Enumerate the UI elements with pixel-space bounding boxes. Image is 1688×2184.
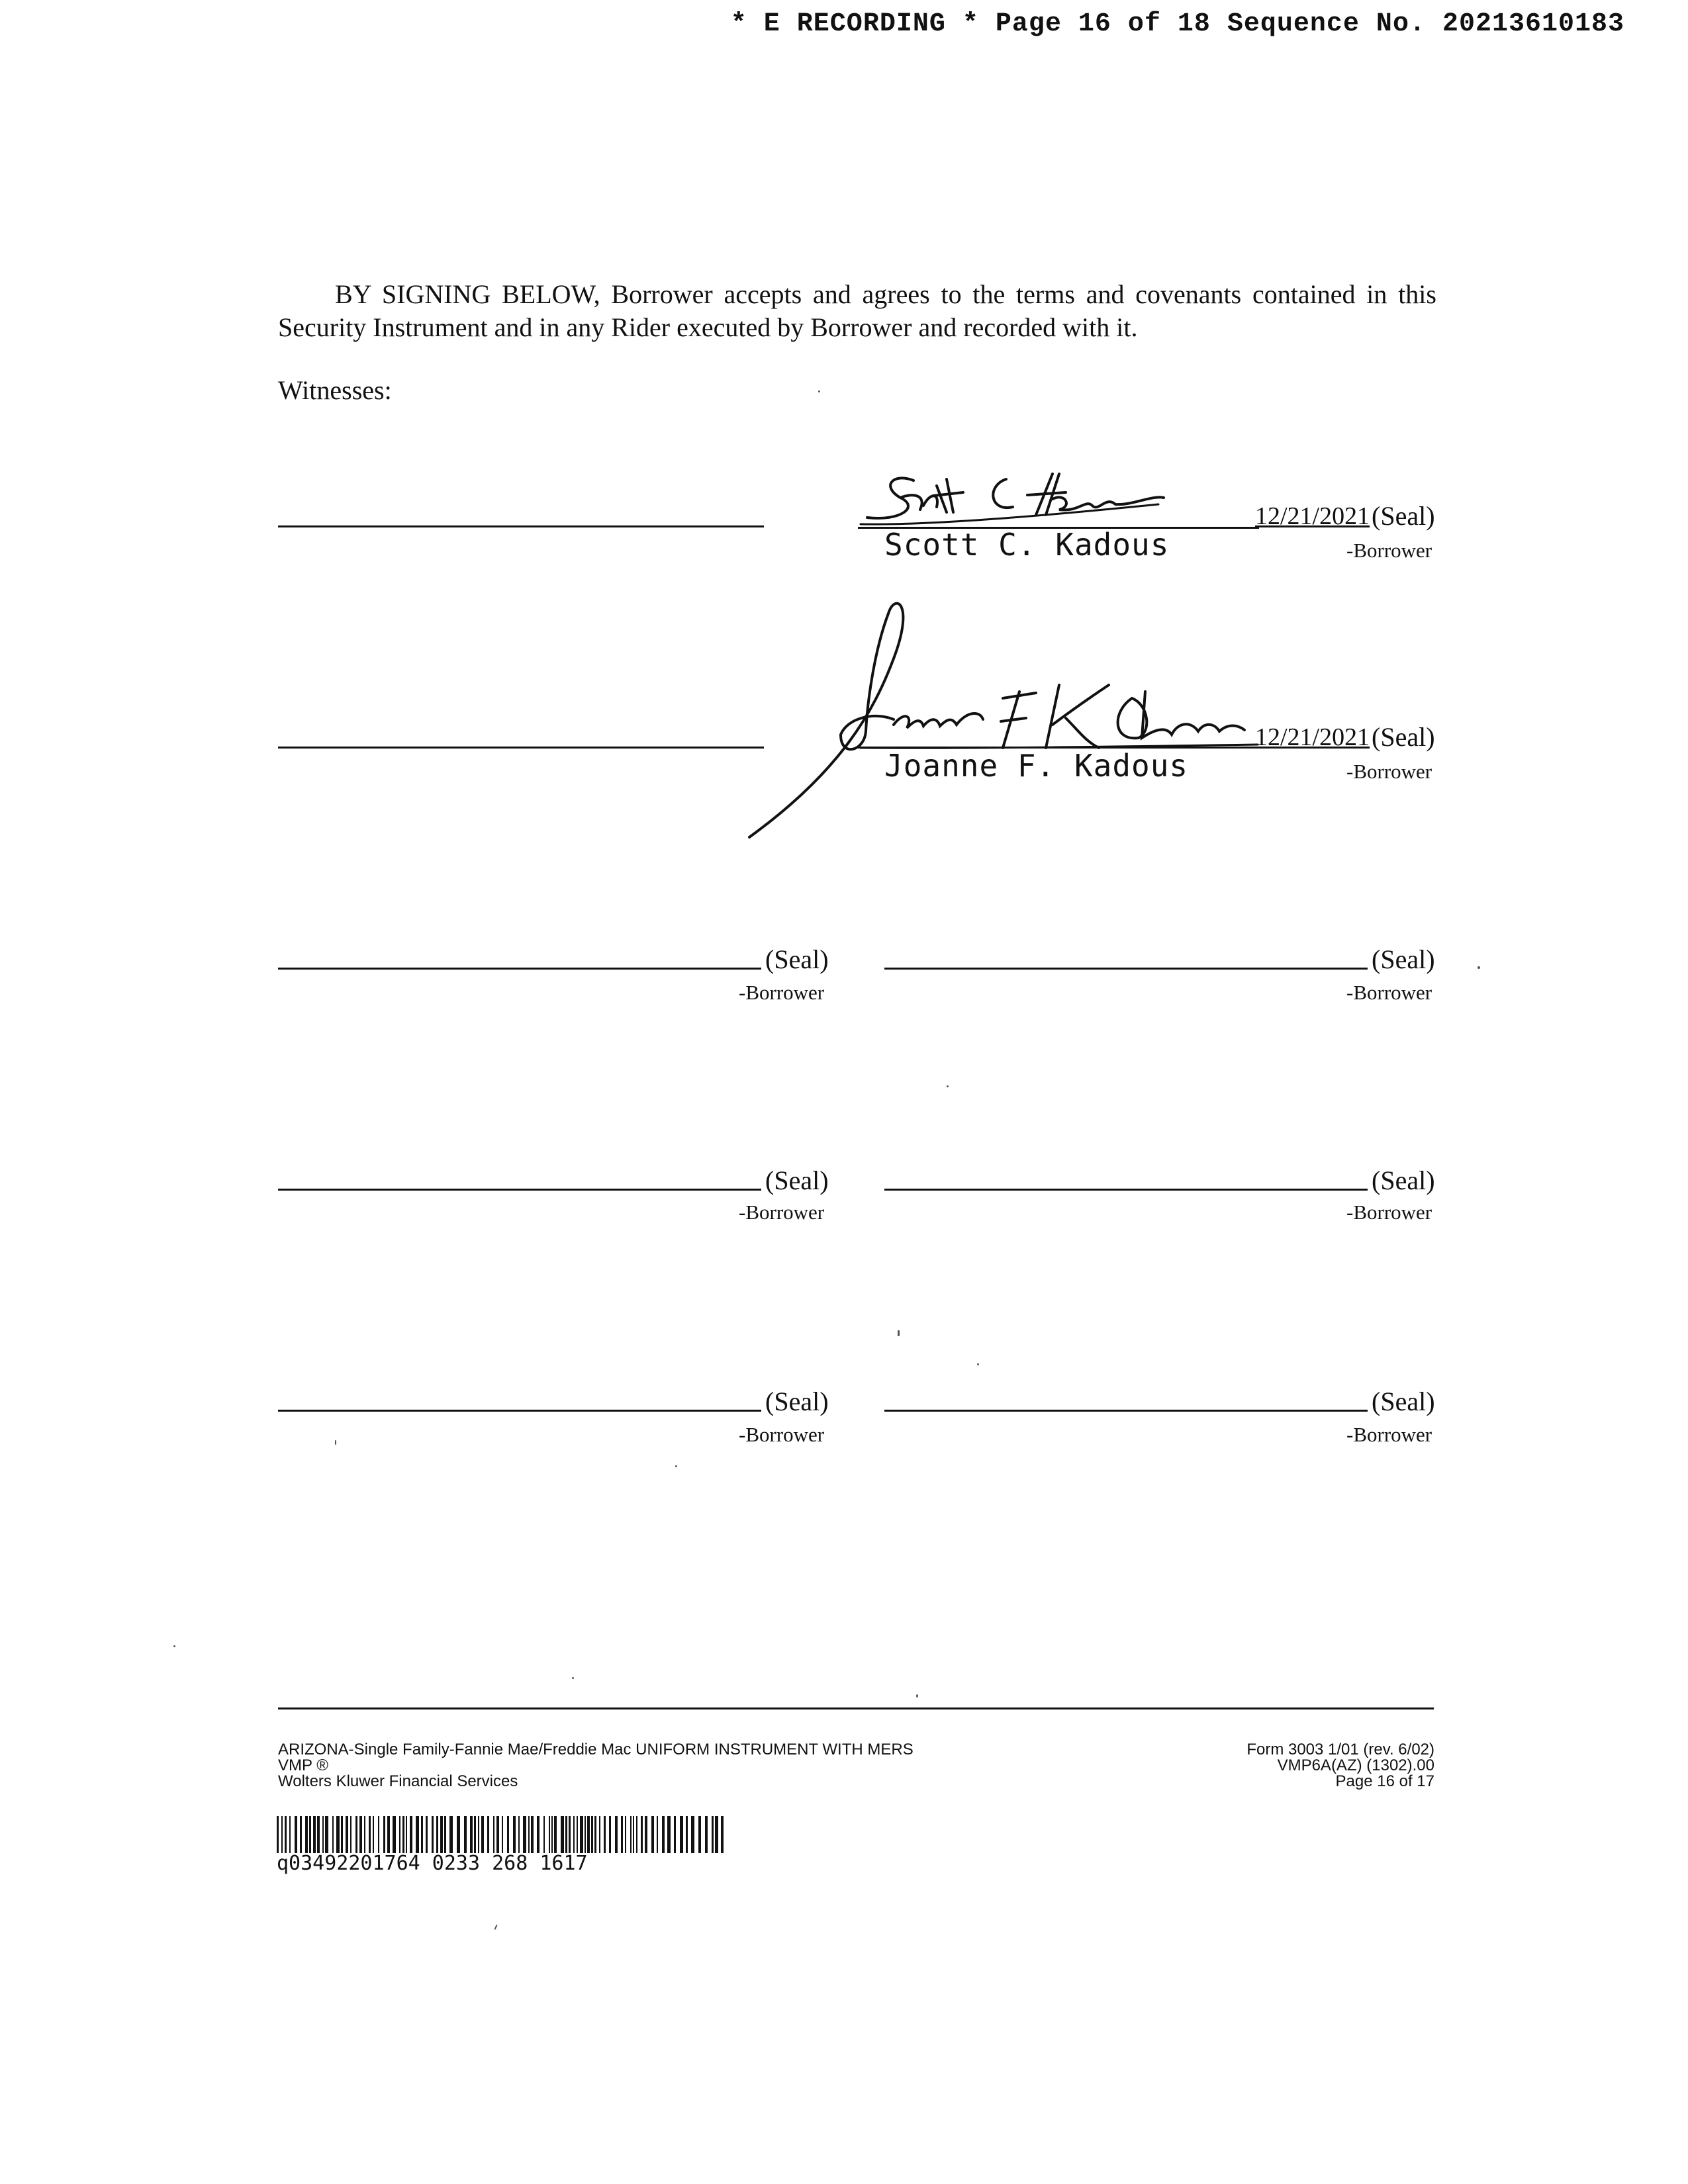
barcode-bar xyxy=(341,1816,343,1853)
barcode-bar xyxy=(604,1816,606,1853)
blank-2-seal: (Seal) xyxy=(1372,944,1435,974)
barcode-bar xyxy=(426,1816,428,1853)
barcode-bar xyxy=(674,1816,676,1853)
barcode-bar xyxy=(481,1816,484,1853)
barcode-bar xyxy=(657,1816,658,1853)
barcode-bar xyxy=(587,1816,590,1853)
witness-line-2 xyxy=(278,747,764,749)
barcode-bar xyxy=(440,1816,443,1853)
barcode-bar xyxy=(410,1816,412,1853)
blank-signature-line-6 xyxy=(884,1410,1368,1412)
barcode-bar xyxy=(300,1816,302,1853)
barcode-bar xyxy=(662,1816,665,1853)
scan-speck xyxy=(1477,966,1480,969)
barcode-bar xyxy=(373,1816,374,1853)
barcode-bar xyxy=(609,1816,611,1853)
barcode-bar xyxy=(633,1816,634,1853)
blank-5-seal: (Seal) xyxy=(765,1387,829,1416)
witnesses-label: Witnesses: xyxy=(278,375,392,405)
barcode-bar xyxy=(317,1816,320,1853)
footer-left-block xyxy=(278,1742,914,1790)
blank-4-role: -Borrower xyxy=(1346,1201,1432,1224)
blank-signature-line-4 xyxy=(884,1189,1368,1191)
barcode-bar xyxy=(359,1816,362,1853)
barcode-bar xyxy=(325,1816,328,1853)
footer-form-title: ARIZONA-Single Family-Fannie Mae/Freddie Mac UNIFORM INSTRUMENT WITH MERS xyxy=(278,1741,914,1758)
barcode-bar xyxy=(464,1816,467,1853)
barcode-bar xyxy=(289,1816,291,1853)
scan-speck xyxy=(916,1694,918,1698)
barcode-bar xyxy=(537,1816,539,1853)
barcode-bar xyxy=(406,1816,407,1853)
witness-line-1 xyxy=(278,525,764,527)
blank-6-role: -Borrower xyxy=(1346,1423,1432,1446)
barcode-bar xyxy=(399,1816,400,1853)
barcode-bar xyxy=(551,1816,553,1853)
barcode-bar xyxy=(630,1816,632,1853)
scan-speck xyxy=(898,1330,900,1336)
barcode-bar xyxy=(645,1816,647,1853)
barcode-bar xyxy=(355,1816,357,1853)
barcode-bar xyxy=(591,1816,593,1853)
barcode-bar xyxy=(436,1816,438,1853)
barcode-bar xyxy=(285,1816,287,1853)
barcode-bar xyxy=(549,1816,550,1853)
barcode-bar xyxy=(531,1816,534,1853)
signing-statement xyxy=(278,278,1436,344)
barcode-bar xyxy=(691,1816,694,1853)
barcode-bar xyxy=(507,1816,509,1853)
footer-vmp-code: VMP6A(AZ) (1302).00 xyxy=(1277,1756,1434,1774)
barcode-bar xyxy=(309,1816,311,1853)
barcode-bar xyxy=(523,1816,526,1853)
barcode-bar xyxy=(387,1816,390,1853)
barcode-bar xyxy=(478,1816,479,1853)
barcode-bar xyxy=(346,1816,348,1853)
blank-5-role: -Borrower xyxy=(739,1423,825,1446)
scan-speck xyxy=(675,1465,677,1467)
barcode-bar xyxy=(470,1816,473,1853)
barcode-bar xyxy=(577,1816,578,1853)
footer-publisher: Wolters Kluwer Financial Services xyxy=(278,1772,518,1790)
barcode-bar xyxy=(444,1816,446,1853)
barcode-bar xyxy=(322,1816,324,1853)
barcode-bar xyxy=(594,1816,596,1853)
barcode-bar xyxy=(615,1816,618,1853)
barcode-bar xyxy=(625,1816,626,1853)
footer-page-number: Page 16 of 17 xyxy=(1335,1772,1434,1790)
barcode-bar xyxy=(565,1816,567,1853)
barcode-bar xyxy=(721,1816,724,1853)
blank-signature-line-1 xyxy=(278,968,761,970)
barcode-bar xyxy=(528,1816,530,1853)
barcode-bar xyxy=(569,1816,571,1853)
signer-2-printed-name: Joanne F. Kadous xyxy=(884,748,1189,784)
barcode-bar xyxy=(705,1816,708,1853)
barcode-bar xyxy=(651,1816,654,1853)
blank-6-seal: (Seal) xyxy=(1372,1387,1435,1416)
barcode-bar xyxy=(502,1816,503,1853)
signer-2-date: 12/21/2021 xyxy=(1255,723,1370,751)
barcode-bar xyxy=(621,1816,623,1853)
barcode-bar xyxy=(421,1816,423,1853)
barcode-bar xyxy=(585,1816,586,1853)
barcode-bar xyxy=(636,1816,637,1853)
barcode-bar xyxy=(449,1816,453,1853)
scan-speck xyxy=(572,1677,574,1679)
barcode-bar xyxy=(378,1816,379,1853)
barcode-bar xyxy=(599,1816,600,1853)
barcode-bar xyxy=(715,1816,718,1853)
blank-3-role: -Borrower xyxy=(739,1201,825,1224)
blank-4-seal: (Seal) xyxy=(1372,1165,1435,1195)
scan-speck xyxy=(947,1085,949,1087)
barcode-bar xyxy=(698,1816,701,1853)
barcode-bar xyxy=(712,1816,714,1853)
barcode-bar xyxy=(393,1816,396,1853)
barcode-bar xyxy=(580,1816,583,1853)
scan-speck xyxy=(173,1645,175,1647)
barcode-bar xyxy=(295,1816,297,1853)
signing-statement-text: BY SIGNING BELOW, Borrower accepts and agrees to the terms and covenants contained in this Security Instrument and in any Rider executed by Borrower and recorded with it. xyxy=(278,279,1436,342)
barcode-bar xyxy=(336,1816,340,1853)
barcode-bar xyxy=(277,1816,279,1853)
scan-speck xyxy=(818,390,820,392)
scan-speck xyxy=(335,1440,336,1445)
signer-1-seal: (Seal) xyxy=(1372,501,1435,531)
barcode-bar xyxy=(496,1816,499,1853)
blank-signature-line-3 xyxy=(278,1189,761,1191)
blank-1-role: -Borrower xyxy=(739,981,825,1004)
barcode-bar xyxy=(686,1816,688,1853)
signer-1-printed-name: Scott C. Kadous xyxy=(884,527,1170,563)
barcode-bar xyxy=(402,1816,404,1853)
barcode-bar xyxy=(369,1816,371,1853)
barcode-bar xyxy=(554,1816,557,1853)
blank-1-seal: (Seal) xyxy=(765,944,829,974)
barcode-bar xyxy=(573,1816,575,1853)
footer-rule xyxy=(278,1707,1434,1709)
barcode-bar xyxy=(474,1816,476,1853)
scan-speck xyxy=(494,1925,497,1930)
barcode-bar xyxy=(350,1816,352,1853)
blank-signature-line-2 xyxy=(884,968,1368,970)
barcode-number: q03492201764 0233 268 1617 xyxy=(277,1852,588,1875)
barcode-bar xyxy=(518,1816,520,1853)
barcode-bar xyxy=(543,1816,545,1853)
footer-right-block xyxy=(1246,1742,1434,1790)
barcode-bar xyxy=(416,1816,419,1853)
barcode-bar xyxy=(667,1816,671,1853)
blank-2-role: -Borrower xyxy=(1346,981,1432,1004)
blank-3-seal: (Seal) xyxy=(765,1165,829,1195)
document-barcode xyxy=(277,1816,727,1853)
footer-form-number: Form 3003 1/01 (rev. 6/02) xyxy=(1246,1741,1434,1758)
signer-1-date: 12/21/2021 xyxy=(1255,502,1370,530)
barcode-bar xyxy=(364,1816,365,1853)
barcode-bar xyxy=(641,1816,643,1853)
signer-2-role: -Borrower xyxy=(1346,760,1432,783)
blank-signature-line-5 xyxy=(278,1410,761,1412)
barcode-bar xyxy=(493,1816,494,1853)
barcode-bar xyxy=(305,1816,308,1853)
barcode-bar xyxy=(561,1816,564,1853)
barcode-bar xyxy=(513,1816,516,1853)
signer-1-role: -Borrower xyxy=(1346,539,1432,562)
footer-vmp: VMP ® xyxy=(278,1756,328,1774)
barcode-bar xyxy=(457,1816,460,1853)
barcode-bar xyxy=(487,1816,489,1853)
signer-2-seal: (Seal) xyxy=(1372,722,1435,752)
barcode-bar xyxy=(313,1816,316,1853)
barcode-bar xyxy=(332,1816,334,1853)
barcode-bar xyxy=(432,1816,434,1853)
barcode-bar xyxy=(281,1816,283,1853)
scan-speck xyxy=(977,1363,979,1365)
joanne-kadous-signature xyxy=(741,599,1271,844)
barcode-bar xyxy=(680,1816,683,1853)
recording-header: * E RECORDING * Page 16 of 18 Sequence No. 20213610183 xyxy=(730,9,1624,39)
barcode-bar xyxy=(383,1816,385,1853)
